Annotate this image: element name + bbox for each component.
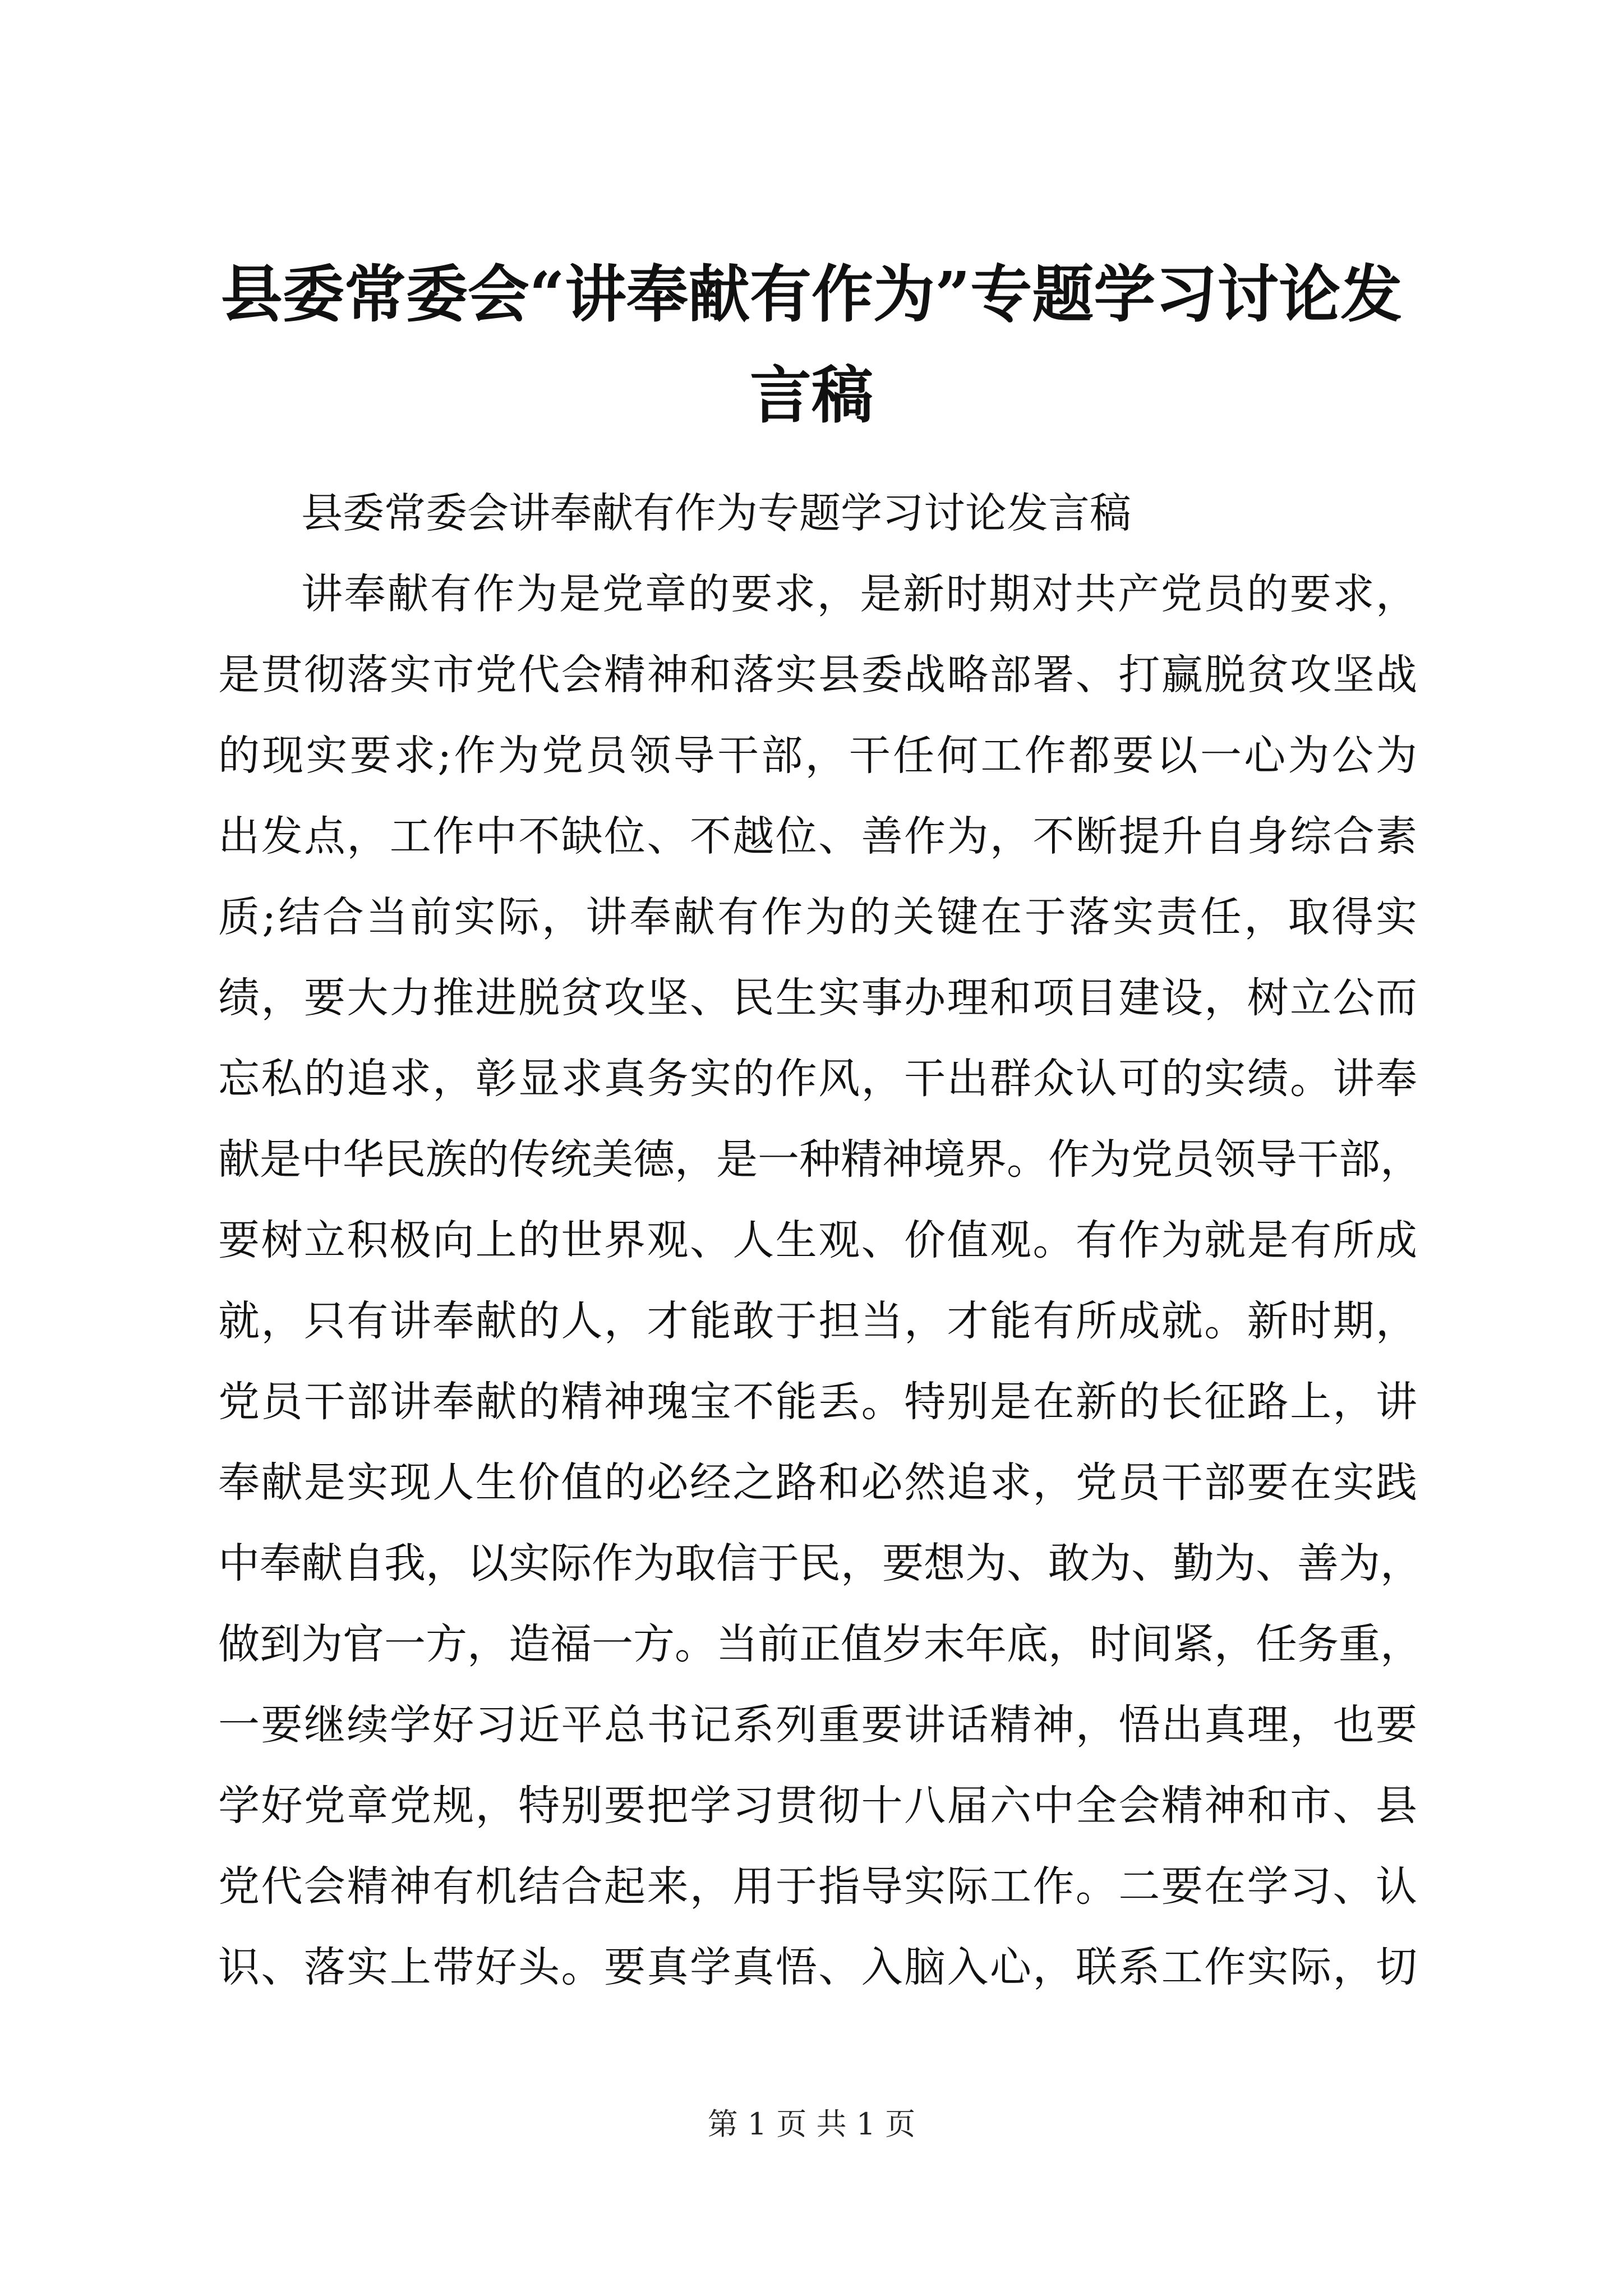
body-line: 忘私的追求，彰显求真务实的作风，干出群众认可的实绩。讲奉	[218, 1055, 1417, 1103]
body-line: 做到为官一方，造福一方。当前正值岁末年底，时间紧，任务重，	[218, 1620, 1422, 1668]
body-line: 是贯彻落实市党代会精神和落实县委战略部署、打赢脱贫攻坚战	[218, 651, 1417, 699]
body-line: 一要继续学好习近平总书记系列重要讲话精神，悟出真理，也要	[218, 1701, 1417, 1749]
body-line: 党代会精神有机结合起来，用于指导实际工作。二要在学习、认	[218, 1862, 1417, 1911]
page-number-footer: 第 1 页 共 1 页	[707, 2106, 916, 2142]
document-title-line-1: 县委常委会“讲奉献有作为”专题学习讨论发	[220, 258, 1403, 330]
document-body	[218, 473, 1422, 2008]
body-line: 奉献是实现人生价值的必经之路和必然追求，党员干部要在实践	[218, 1458, 1417, 1507]
body-line: 的现实要求;作为党员领导干部，干任何工作都要以一心为公为	[218, 731, 1417, 780]
body-line: 要树立积极向上的世界观、人生观、价值观。有作为就是有所成	[218, 1216, 1417, 1264]
body-line: 学好党章党规，特别要把学习贯彻十八届六中全会精神和市、县	[218, 1782, 1417, 1830]
body-line: 质;结合当前实际，讲奉献有作为的关键在于落实责任，取得实	[218, 893, 1417, 941]
body-line: 绩，要大力推进脱贫攻坚、民生实事办理和项目建设，树立公而	[218, 974, 1417, 1022]
document-title-line-2: 言稿	[750, 359, 873, 431]
body-line: 讲奉献有作为是党章的要求，是新时期对共产党员的要求，	[301, 570, 1417, 618]
body-line: 党员干部讲奉献的精神瑰宝不能丢。特别是在新的长征路上，讲	[218, 1378, 1417, 1426]
body-line: 就，只有讲奉献的人，才能敢于担当，才能有所成就。新时期，	[218, 1297, 1417, 1345]
document-subtitle: 县委常委会讲奉献有作为专题学习讨论发言稿	[301, 489, 1131, 537]
body-line: 识、落实上带好头。要真学真悟、入脑入心，联系工作实际，切	[218, 1943, 1417, 1991]
body-line: 献是中华民族的传统美德，是一种精神境界。作为党员领导干部，	[218, 1135, 1422, 1184]
body-line: 出发点，工作中不缺位、不越位、善作为，不断提升自身综合素	[218, 812, 1417, 861]
body-line: 中奉献自我，以实际作为取信于民，要想为、敢为、勤为、善为，	[218, 1539, 1422, 1588]
